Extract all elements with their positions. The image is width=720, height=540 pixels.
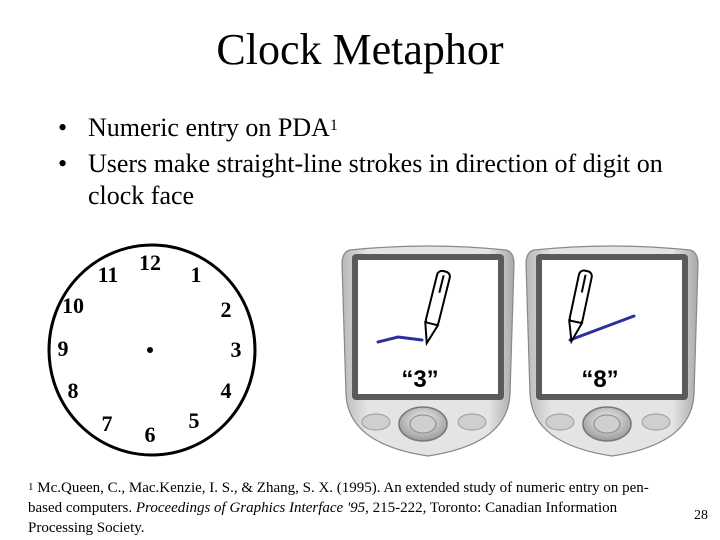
footnote-journal: Proceedings of Graphics Interface '95 [135, 500, 366, 516]
page-number: 28 [694, 508, 708, 523]
clock-number-3: 3 [230, 337, 242, 362]
clock-number-6: 6 [144, 422, 156, 447]
clock-number-1: 1 [190, 262, 202, 287]
footnote [28, 478, 678, 538]
clock-number-2: 2 [220, 297, 232, 322]
pda-device-left [338, 244, 518, 459]
pda-side-button [362, 414, 390, 430]
bullet-text: Users make straight-line strokes in direction of digit on clock face [88, 149, 663, 210]
clock-number-9: 9 [57, 336, 69, 361]
bullet-dot: • [58, 113, 68, 142]
bullet-item [58, 148, 678, 212]
pda-stroke-label: “3” [401, 366, 439, 393]
clock-number-5: 5 [188, 408, 200, 433]
pda-side-button [546, 414, 574, 430]
clock-number-11: 11 [97, 262, 119, 287]
pda-stroke-label: “8” [581, 366, 619, 393]
clock-face [40, 240, 268, 462]
slide-title: Clock Metaphor [216, 25, 504, 74]
clock-number-8: 8 [67, 378, 79, 403]
bullet-dot: • [58, 149, 68, 178]
clock-number-10: 10 [62, 293, 84, 318]
pda-side-button [458, 414, 486, 430]
clock-number-7: 7 [101, 411, 113, 436]
bullet-list [58, 112, 678, 216]
pda-device-right [522, 244, 702, 459]
footnote-text-end: , 215-222, Toronto: Canadian Information Processing Society. [28, 500, 618, 536]
bullet-item [58, 112, 678, 144]
clock-number-12: 12 [139, 250, 161, 275]
footnote-ref: 1 [329, 117, 338, 134]
footnote-marker: 1 [28, 481, 34, 493]
footnote-text: Mc.Queen, C., Mac.Kenzie, I. S., & Zhang, S. X. (1995). An extended study of numeric entry on pen-based computers. [28, 480, 649, 516]
clock-number-4: 4 [220, 378, 232, 403]
clock-center-dot [147, 347, 153, 353]
pda-side-button [642, 414, 670, 430]
bullet-text: Numeric entry on PDA [88, 113, 330, 142]
